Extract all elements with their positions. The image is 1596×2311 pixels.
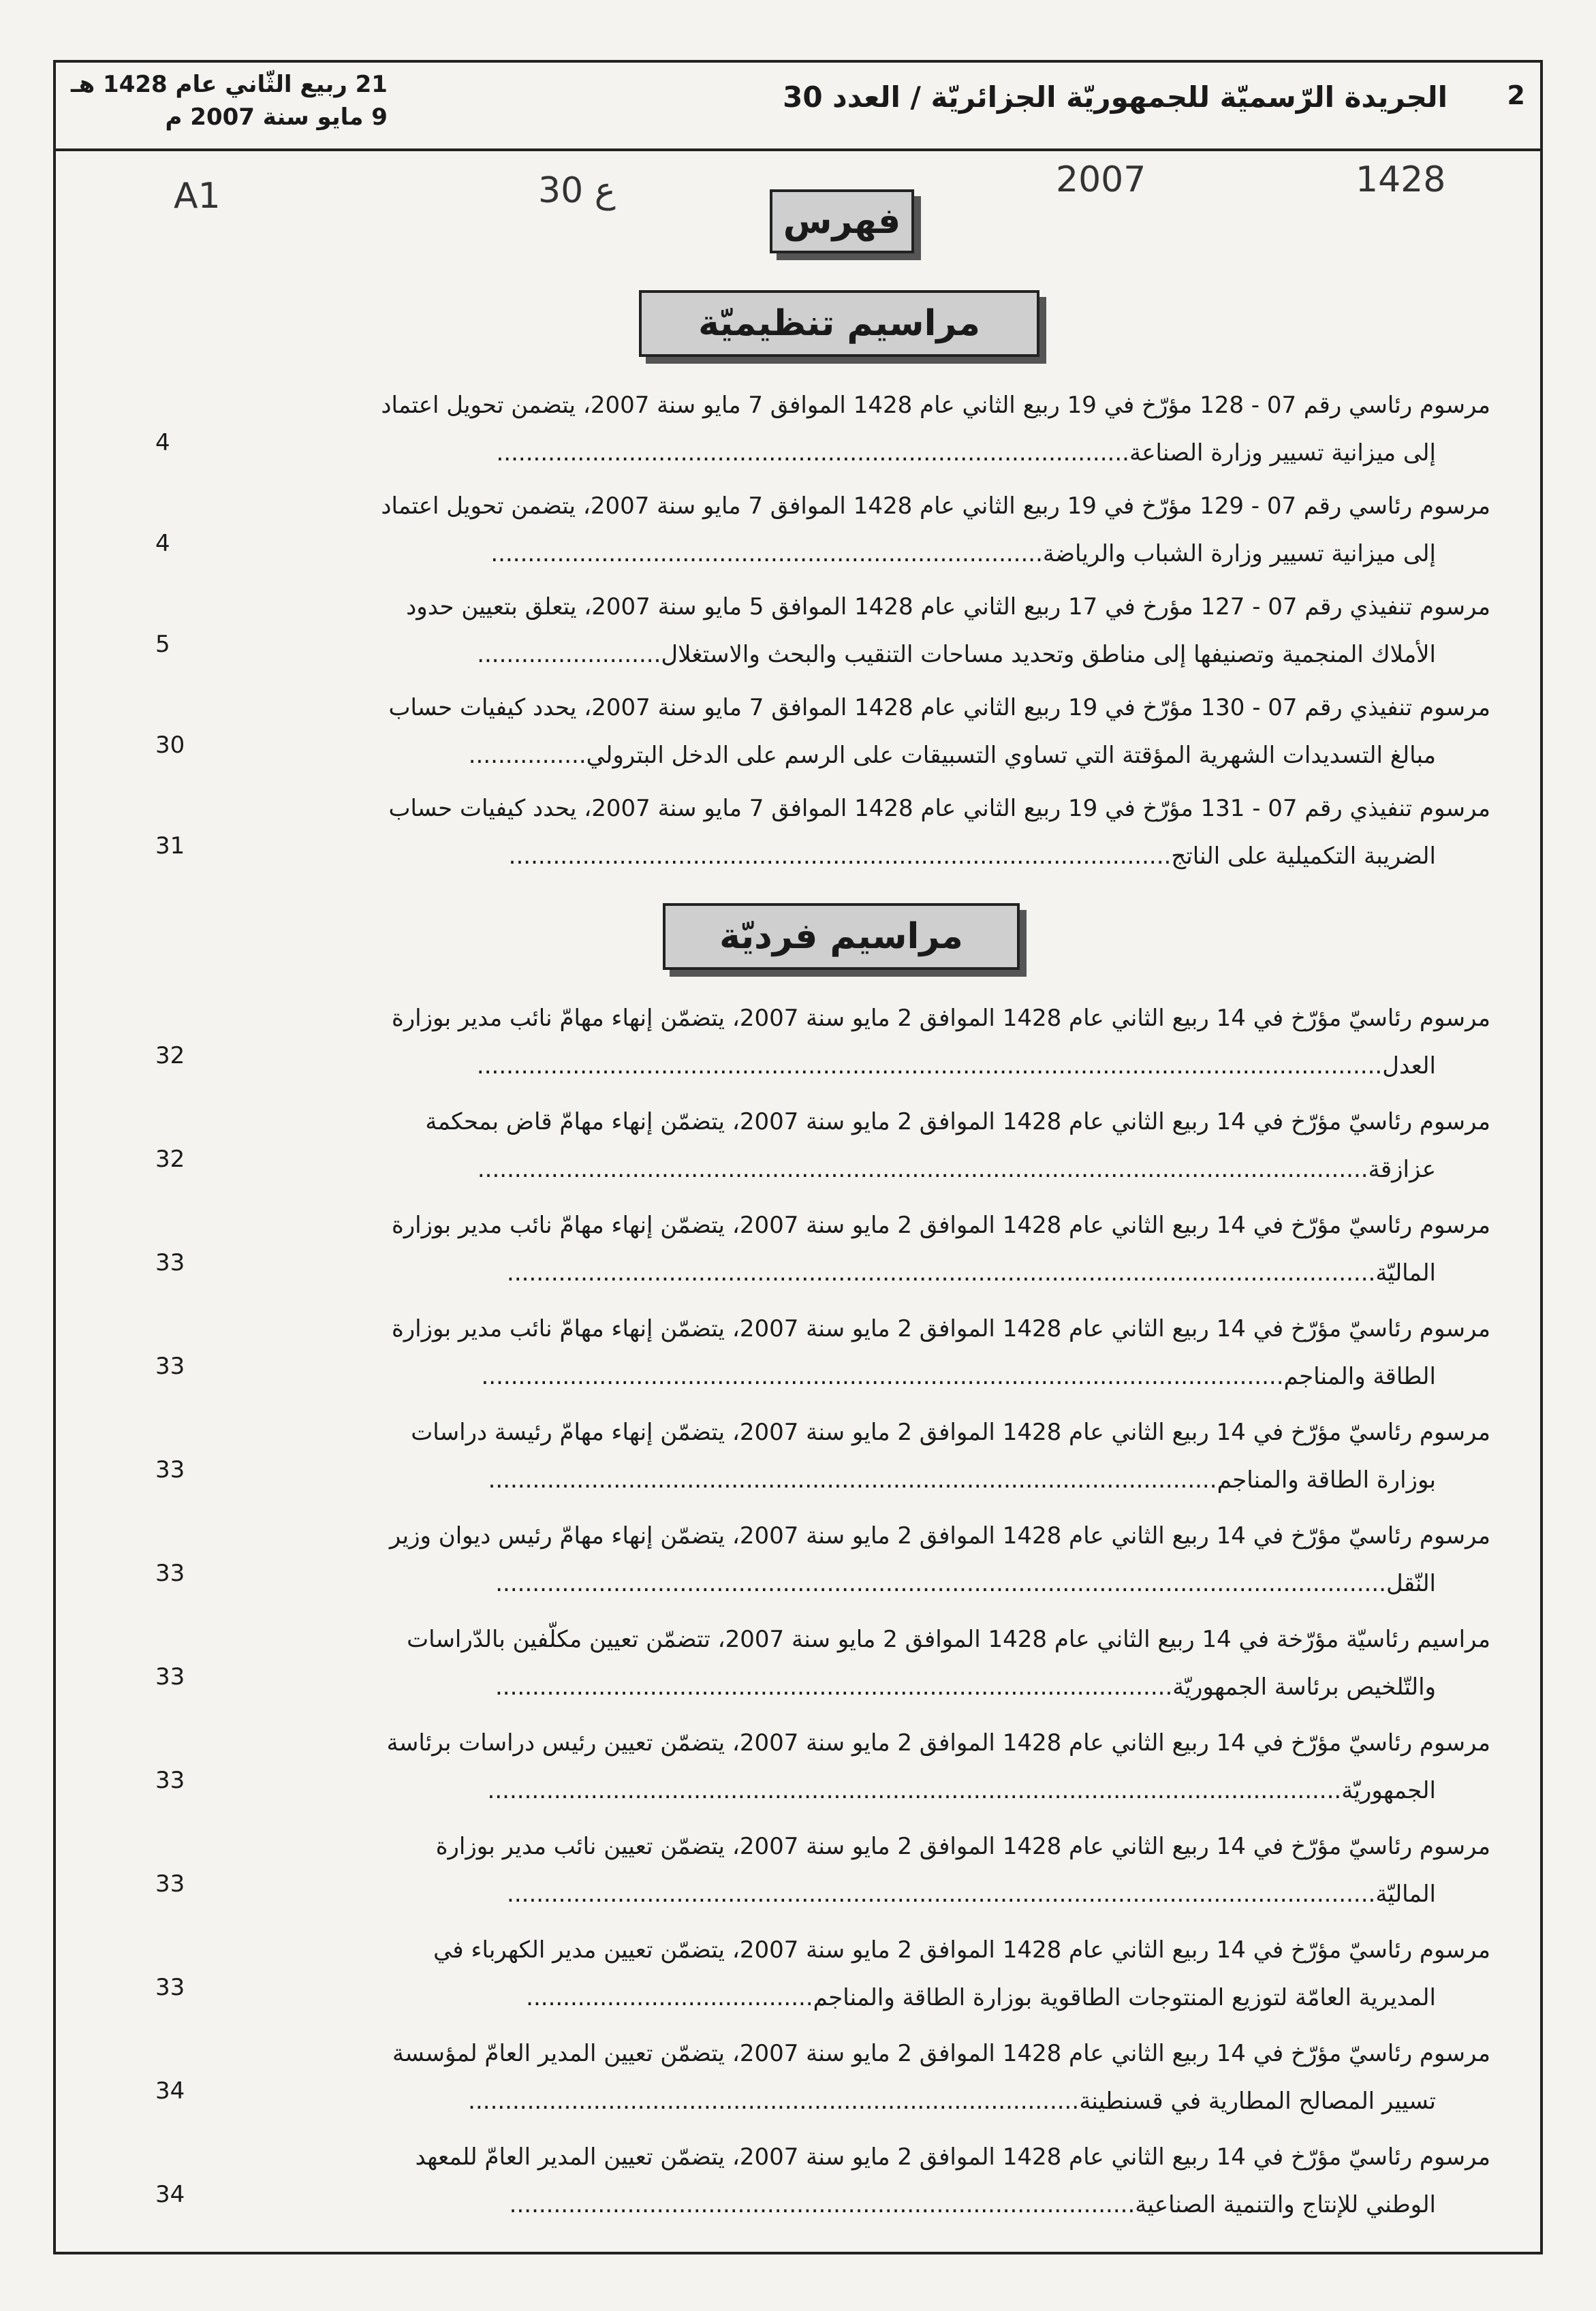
index-entry-text: النّقل — [1386, 1570, 1436, 1597]
leader-dots: ......................... — [477, 641, 661, 668]
index-entry-line — [155, 1042, 1490, 1090]
leader-dots: ......................................................................................................................... — [477, 1156, 1368, 1183]
index-entry — [155, 482, 1490, 578]
index-entry-page-number: 33 — [155, 1767, 185, 1794]
section-title-individual: مراسيم فرديّة — [663, 903, 1020, 970]
index-entry-text: والتّلخيص برئاسة الجمهوريّة — [1172, 1673, 1436, 1701]
index-entry-page-number: 33 — [155, 1870, 185, 1898]
index-entry-line: مرسوم رئاسيّ مؤرّخ في 14 ربيع الثاني عام 1428 الموافق 2 مايو سنة 2007، يتضمّن تعيين رئيس دراسات برئاسة — [386, 1729, 1490, 1757]
index-entry-page-number: 33 — [155, 1353, 185, 1380]
leader-dots: ..................................................................................... — [509, 2191, 1136, 2218]
index-entry — [155, 2030, 1490, 2125]
header-date — [71, 68, 388, 133]
index-entry-line: مراسيم رئاسيّة مؤرّخة في 14 ربيع الثاني عام 1428 الموافق 2 مايو سنة 2007، تتضمّن تعيين مكلّفين بالدّراسات — [407, 1626, 1490, 1653]
index-entry-text: إلى ميزانية تسيير وزارة الصناعة — [1129, 439, 1436, 467]
leader-dots: ........................................................................................................................... — [476, 1052, 1383, 1080]
handwritten-note-year: 2007 — [1056, 159, 1146, 200]
index-title: فهرس — [770, 189, 914, 253]
index-entry-text: الوطني للإنتاج والتنمية الصناعية — [1135, 2191, 1436, 2218]
index-entry-line — [155, 2181, 1490, 2229]
index-entry — [155, 1098, 1490, 1193]
index-entry-text: تسيير المصالح المطارية في قسنطينة — [1079, 2088, 1436, 2115]
index-entry-page-number: 33 — [155, 1974, 185, 2001]
index-entry-line — [155, 2077, 1490, 2125]
index-entry — [155, 583, 1490, 678]
index-entry-line: مرسوم تنفيذي رقم 07 - 127 مؤرخ في 17 ربيع الثاني عام 1428 الموافق 5 مايو سنة 2007، يتعلق بتعيين حدود — [406, 593, 1490, 620]
index-entry-page-number: 32 — [155, 1146, 185, 1173]
index-entry-line — [155, 530, 1490, 578]
index-entry-line — [155, 732, 1490, 779]
handwritten-note-issue: ع 30 — [538, 170, 616, 211]
index-entry-text: العدل — [1382, 1052, 1436, 1080]
index-entry-text: بوزارة الطاقة والمناجم — [1217, 1466, 1436, 1494]
index-entry-text: الأملاك المنجمية وتصنيفها إلى مناطق وتحديد مساحات التنقيب والبحث والاستغلال — [661, 641, 1436, 668]
section-title-regulatory: مراسيم تنظيميّة — [639, 290, 1039, 357]
index-entry — [155, 785, 1490, 880]
index-entry-page-number: 5 — [155, 631, 170, 658]
index-entry-text: الماليّة — [1375, 1881, 1436, 1908]
index-entry-text: الطاقة والمناجم — [1283, 1363, 1436, 1390]
index-entry-line — [155, 1870, 1490, 1918]
index-entry — [155, 1201, 1490, 1297]
index-entry-line — [155, 1767, 1490, 1814]
index-entry-page-number: 32 — [155, 1042, 185, 1069]
index-entry — [155, 381, 1490, 477]
index-entry — [155, 1512, 1490, 1607]
handwritten-note-ref: A1 — [174, 176, 221, 217]
leader-dots: ................................................................................................... — [488, 1466, 1217, 1494]
index-entry-line: مرسوم رئاسيّ مؤرّخ في 14 ربيع الثاني عام 1428 الموافق 2 مايو سنة 2007، يتضمّن إنهاء مهامّ نائب مدير بوزارة — [391, 1212, 1490, 1239]
index-entry-page-number: 4 — [155, 530, 170, 557]
index-entry-line — [155, 631, 1490, 678]
index-entry-line — [155, 1974, 1490, 2022]
index-entry-page-number: 33 — [155, 1456, 185, 1483]
index-entry — [155, 1926, 1490, 2022]
index-entry-page-number: 31 — [155, 832, 185, 860]
index-entry-text: المديرية العامّة لتوزيع المنتوجات الطاقوية بوزارة الطاقة والمناجم — [813, 1984, 1436, 2011]
index-entry-line: مرسوم تنفيذي رقم 07 - 130 مؤرّخ في 19 ربيع الثاني عام 1428 الموافق 7 مايو سنة 2007، يحدد كيفيات حساب — [388, 694, 1490, 721]
index-entry-line — [155, 1663, 1490, 1711]
index-entry-line: مرسوم تنفيذي رقم 07 - 131 مؤرّخ في 19 ربيع الثاني عام 1428 الموافق 7 مايو سنة 2007، يحدد كيفيات حساب — [388, 795, 1490, 822]
index-entry-text: الماليّة — [1375, 1259, 1436, 1287]
index-entry — [155, 1305, 1490, 1400]
leader-dots: ...................................................................................... — [496, 439, 1129, 467]
index-entry-line — [155, 1146, 1490, 1193]
index-entry-line: مرسوم رئاسيّ مؤرّخ في 14 ربيع الثاني عام 1428 الموافق 2 مايو سنة 2007، يتضمّن إنهاء مهامّ رئيسة دراسات — [411, 1419, 1490, 1446]
index-entry-line: مرسوم رئاسيّ مؤرّخ في 14 ربيع الثاني عام 1428 الموافق 2 مايو سنة 2007، يتضمّن إنهاء مهامّ قاض بمحكمة — [425, 1108, 1490, 1135]
index-entry-page-number: 30 — [155, 732, 185, 759]
header-title: الجريدة الرّسميّة للجمهوريّة الجزائريّة / العدد 30 — [783, 80, 1448, 114]
leader-dots: ....................................... — [526, 1984, 813, 2011]
index-entry-page-number: 4 — [155, 429, 170, 456]
leader-dots: ................ — [468, 742, 586, 769]
leader-dots: ............................................................................................ — [495, 1673, 1173, 1701]
leader-dots: ...................................................................................................................... — [507, 1881, 1376, 1908]
index-entry-text: مبالغ التسديدات الشهرية المؤقتة التي تساوي التسبيقات على الرسم على الدخل البترولي — [586, 742, 1436, 769]
index-entry — [155, 1616, 1490, 1711]
index-entry — [155, 994, 1490, 1090]
leader-dots: ........................................................................... — [490, 540, 1043, 567]
index-entry — [155, 1719, 1490, 1814]
index-entry-text: عزازقة — [1368, 1156, 1436, 1183]
index-entry-page-number: 34 — [155, 2181, 185, 2208]
index-entry — [155, 1823, 1490, 1918]
leader-dots: .......................................................................................... — [508, 843, 1172, 870]
index-entry-line: مرسوم رئاسيّ مؤرّخ في 14 ربيع الثاني عام 1428 الموافق 2 مايو سنة 2007، يتضمّن تعيين مدير الكهرباء في — [433, 1936, 1490, 1964]
leader-dots: ......................................................................................................................... — [495, 1570, 1386, 1597]
index-entry-line: مرسوم رئاسيّ مؤرّخ في 14 ربيع الثاني عام 1428 الموافق 2 مايو سنة 2007، يتضمّن إنهاء مهامّ نائب مدير بوزارة — [391, 1005, 1490, 1032]
leader-dots: ...................................................................................................................... — [507, 1259, 1376, 1287]
header-page-number: 2 — [1507, 80, 1525, 110]
index-entry-page-number: 33 — [155, 1249, 185, 1276]
index-entry-page-number: 33 — [155, 1663, 185, 1691]
index-entry-line: مرسوم رئاسي رقم 07 - 128 مؤرّخ في 19 ربيع الثاني عام 1428 الموافق 7 مايو سنة 2007، يتضمن تحويل اعتماد — [381, 392, 1490, 419]
index-entry-line: مرسوم رئاسيّ مؤرّخ في 14 ربيع الثاني عام 1428 الموافق 2 مايو سنة 2007، يتضمّن تعيين المدير العامّ للمعهد — [415, 2143, 1490, 2171]
index-entry-line: مرسوم رئاسيّ مؤرّخ في 14 ربيع الثاني عام 1428 الموافق 2 مايو سنة 2007، يتضمّن تعيين نائب مدير بوزارة — [435, 1833, 1490, 1860]
index-entry-line — [155, 832, 1490, 880]
index-entry-line — [155, 1560, 1490, 1607]
index-entry-page-number: 33 — [155, 1560, 185, 1587]
index-entry-line — [155, 1249, 1490, 1297]
header-date-gregorian: 9 مايو سنة 2007 م — [165, 104, 388, 131]
index-entry-line — [155, 429, 1490, 477]
index-entry-line — [155, 1353, 1490, 1400]
index-entry-page-number: 34 — [155, 2077, 185, 2105]
index-entry-line: مرسوم رئاسيّ مؤرّخ في 14 ربيع الثاني عام 1428 الموافق 2 مايو سنة 2007، يتضمّن تعيين المدير العامّ لمؤسسة — [392, 2040, 1490, 2067]
index-entry — [155, 684, 1490, 779]
leader-dots: .................................................................................................................... — [487, 1777, 1342, 1804]
handwritten-note-year-hijri: 1428 — [1356, 159, 1446, 200]
index-entry-text: الضريبة التكميلية على الناتج — [1171, 843, 1436, 870]
header-date-hijri: 21 ربيع الثّاني عام 1428 هـ — [71, 71, 388, 98]
index-entry-text: الجمهوريّة — [1341, 1777, 1436, 1804]
index-entry-line: مرسوم رئاسيّ مؤرّخ في 14 ربيع الثاني عام 1428 الموافق 2 مايو سنة 2007، يتضمّن إنهاء مهامّ رئيس ديوان وزير — [389, 1522, 1490, 1550]
leader-dots: ............................................................................................................. — [481, 1363, 1284, 1390]
index-entry — [155, 2133, 1490, 2229]
leader-dots: ................................................................................... — [468, 2088, 1080, 2115]
index-entry — [155, 1409, 1490, 1504]
index-entry-line: مرسوم رئاسي رقم 07 - 129 مؤرّخ في 19 ربيع الثاني عام 1428 الموافق 7 مايو سنة 2007، يتضمن تحويل اعتماد — [381, 492, 1490, 520]
index-entry-line — [155, 1456, 1490, 1504]
index-entry-line: مرسوم رئاسيّ مؤرّخ في 14 ربيع الثاني عام 1428 الموافق 2 مايو سنة 2007، يتضمّن إنهاء مهامّ نائب مدير بوزارة — [391, 1315, 1490, 1342]
index-entry-text: إلى ميزانية تسيير وزارة الشباب والرياضة — [1042, 540, 1436, 567]
page-header — [53, 60, 1543, 151]
